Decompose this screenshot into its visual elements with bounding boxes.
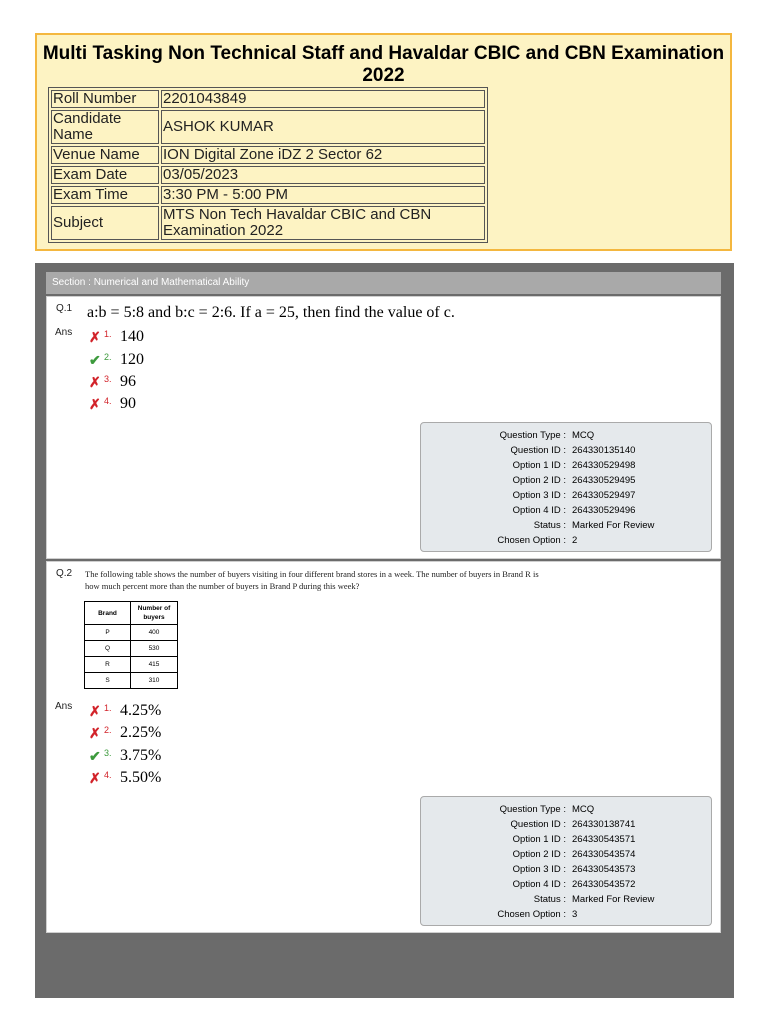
option-1-id-label: Option 1 ID : [512,834,566,845]
exam-time-value: 3:30 PM - 5:00 PM [161,186,485,204]
question-id-label: Question ID : [510,819,566,830]
buyers-cell: 415 [131,657,178,673]
option-value: 90 [120,395,136,412]
table-header: Number of buyers [131,602,178,625]
option-value: 3.75% [120,747,162,764]
roll-number-label: Roll Number [51,90,159,108]
question-text: The following table shows the number of buyers visiting in four different brand stores in a week. The number of buyers in Brand R is how much percent more than the number of buyers in Brand P during this week? [85,569,539,591]
option-2-id-value: 264330529495 [572,475,636,486]
question-type-label: Question Type : [499,430,566,441]
venue-name-label: Venue Name [51,146,159,164]
brand-cell: R [85,657,131,673]
option-3-id-label: Option 3 ID : [512,864,566,875]
option-1-id-value: 264330529498 [572,460,636,471]
cross-icon: ✗ [89,374,101,390]
option-number: 4. [104,396,112,406]
question-card-2 [46,561,721,933]
option-3-id-value: 264330543573 [572,864,636,875]
table-row [51,206,485,240]
question-id-value: 264330135140 [572,445,636,456]
candidate-name-value: ASHOK KUMAR [161,110,485,144]
table-row [51,166,485,184]
question-info-box [420,796,712,926]
option-4 [89,394,136,414]
check-icon: ✔ [89,352,101,368]
option-number: 4. [104,770,112,780]
option-number: 2. [104,352,112,362]
option-value: 96 [120,373,136,390]
subject-value: MTS Non Tech Havaldar CBIC and CBN Examination 2022 [161,206,485,240]
cross-icon: ✗ [89,396,101,412]
option-value: 2.25% [120,724,162,741]
option-3 [89,372,136,392]
table-row [85,625,178,641]
option-number: 1. [104,703,112,713]
chosen-option-value: 3 [572,909,578,920]
chosen-option-value: 2 [572,535,578,546]
answer-label: Ans [55,327,73,338]
exam-time-label: Exam Time [51,186,159,204]
question-id-value: 264330138741 [572,819,636,830]
cross-icon: ✗ [89,329,101,345]
cross-icon: ✗ [89,770,101,786]
exam-date-label: Exam Date [51,166,159,184]
section-title: Section : Numerical and Mathematical Ability [46,272,721,294]
table-row [51,186,485,204]
option-number: 3. [104,374,112,384]
table-header-row [85,602,178,625]
check-icon: ✔ [89,748,101,764]
option-4 [89,768,161,788]
candidate-name-label: Candidate Name [51,110,159,144]
option-4-id-label: Option 4 ID : [512,505,566,516]
option-value: 4.25% [120,702,162,719]
option-number: 2. [104,725,112,735]
candidate-header [35,33,732,251]
status-value: Marked For Review [572,894,655,905]
table-header: Brand [85,602,131,625]
question-id-label: Question ID : [510,445,566,456]
question-type-value: MCQ [572,430,595,441]
question-text: a:b = 5:8 and b:c = 2:6. If a = 25, then find the value of c. [87,304,455,321]
status-value: Marked For Review [572,520,655,531]
option-1 [89,701,161,721]
subject-label: Subject [51,206,159,240]
question-number: Q.2 [56,568,73,579]
roll-number-value: 2201043849 [161,90,485,108]
table-row [51,146,485,164]
option-2-id-label: Option 2 ID : [512,475,566,486]
brand-buyers-table [84,601,178,689]
answer-label: Ans [55,701,73,712]
option-4-id-value: 264330543572 [572,879,636,890]
question-type-label: Question Type : [499,804,566,815]
option-number: 3. [104,748,112,758]
option-2-id-value: 264330543574 [572,849,636,860]
table-row [85,673,178,689]
brand-cell: S [85,673,131,689]
table-row [51,110,485,144]
question-type-value: MCQ [572,804,595,815]
option-3-id-value: 264330529497 [572,490,636,501]
option-1 [89,327,144,347]
option-2 [89,350,144,370]
table-row [85,641,178,657]
option-1-id-value: 264330543571 [572,834,636,845]
option-3 [89,746,161,766]
question-card-1 [46,296,721,559]
option-2 [89,723,161,743]
status-label: Status : [533,894,566,905]
option-value: 5.50% [120,769,162,786]
chosen-option-label: Chosen Option : [497,909,566,920]
option-number: 1. [104,329,112,339]
buyers-cell: 310 [131,673,178,689]
brand-cell: Q [85,641,131,657]
exam-date-value: 03/05/2023 [161,166,485,184]
chosen-option-label: Chosen Option : [497,535,566,546]
option-4-id-value: 264330529496 [572,505,636,516]
venue-name-value: ION Digital Zone iDZ 2 Sector 62 [161,146,485,164]
option-4-id-label: Option 4 ID : [512,879,566,890]
option-value: 120 [120,351,144,368]
brand-cell: P [85,625,131,641]
option-value: 140 [120,328,144,345]
candidate-info-table [48,87,488,243]
status-label: Status : [533,520,566,531]
question-info-box [420,422,712,552]
exam-title: Multi Tasking Non Technical Staff and Havaldar CBIC and CBN Examination 2022 [42,43,725,86]
section-panel [35,263,734,998]
question-number: Q.1 [56,303,73,314]
cross-icon: ✗ [89,703,101,719]
cross-icon: ✗ [89,725,101,741]
table-row [85,657,178,673]
buyers-cell: 400 [131,625,178,641]
option-3-id-label: Option 3 ID : [512,490,566,501]
table-row [51,90,485,108]
option-2-id-label: Option 2 ID : [512,849,566,860]
buyers-cell: 530 [131,641,178,657]
option-1-id-label: Option 1 ID : [512,460,566,471]
